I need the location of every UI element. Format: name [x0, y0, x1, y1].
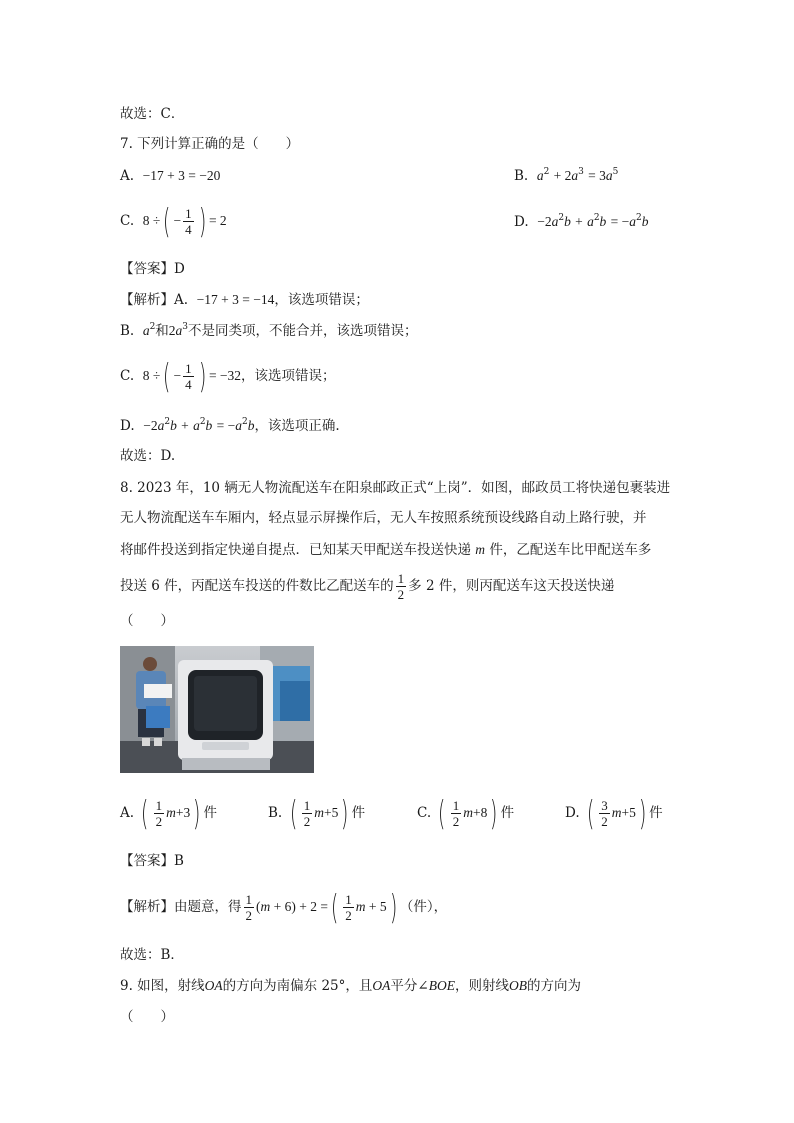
q8-analysis: 【解析】由题意，得 $\frac{1}{2}$ (m + 6) + 2 =( $\frac{1}{2}$ m + 5) （件）， — [120, 887, 448, 928]
q6-conclusion: 故选：C． — [120, 106, 185, 122]
q8-paren: （ ） — [120, 613, 174, 629]
q7-analysis-b: B. $a^2$和$2a^3$不是同类项，不能合并，该选项错误； — [120, 322, 418, 339]
q7-analysis-d: D. $-2a^2b + a^2b = -a^2b$，该选项正确. — [120, 417, 340, 434]
q8-stem-line3: 将邮件投送到指定快递自提点．已知某天甲配送车投送快递 m 件，乙配送车比甲配送车多 — [120, 542, 652, 558]
q8-stem-line2: 无人物流配送车车厢内，轻点显示屏操作后，无人车按照系统预设线路自动上路行驶，并 — [120, 510, 647, 526]
q8-option-c: C. ( $\frac{1}{2}$ m+8) 件 — [417, 793, 515, 834]
q7-analysis-a: 【解析】A. −17 + 3 = −14，该选项错误； — [120, 292, 369, 308]
q7-option-c: C. 8 ÷( − $\frac{1}{4}$ ) = 2 — [120, 201, 227, 242]
q8-stem-line1: 8. 2023 年，10 辆无人物流配送车在阳泉邮政正式“上岗”．如图，邮政员工将快递包裹装进 — [120, 480, 671, 496]
q7-stem: 7. 下列计算正确的是（ ） — [120, 136, 300, 152]
q8-stem-line4: 投送 6 件，丙配送车投送的件数比乙配送车的 $\frac{1}{2}$ 多 2 件，则丙配送车这天投送快递 — [120, 571, 615, 602]
q7-conclusion: 故选：D. — [120, 448, 176, 464]
q7-option-b: B. $a^2 + 2a^3 = 3a^5$ — [514, 167, 619, 184]
q8-conclusion: 故选：B． — [120, 947, 184, 963]
delivery-vehicle-photo — [120, 646, 314, 773]
q9-paren: （ ） — [120, 1009, 174, 1025]
q7-option-d: D. $-2a^2b + a^2b = -a^2b$ — [514, 213, 649, 230]
q8-option-a: A. ( $\frac{1}{2}$ m+3) 件 — [120, 793, 217, 834]
q7-option-a: A. −17 + 3 = −20 — [120, 168, 221, 184]
q8-answer: 【答案】B — [120, 853, 184, 869]
q8-option-b: B. ( $\frac{1}{2}$ m+5) 件 — [268, 793, 366, 834]
q7-answer: 【答案】D — [120, 261, 185, 277]
q8-option-d: D. ( $\frac{3}{2}$ m+5) 件 — [565, 793, 663, 834]
q7-analysis-c: C. 8 ÷( − $\frac{1}{4}$ ) = −32，该选项错误； — [120, 356, 336, 397]
q9-stem: 9. 如图，射线OA的方向为南偏东 25°，且OA平分∠BOE，则射线OB的方向为 — [120, 978, 581, 994]
